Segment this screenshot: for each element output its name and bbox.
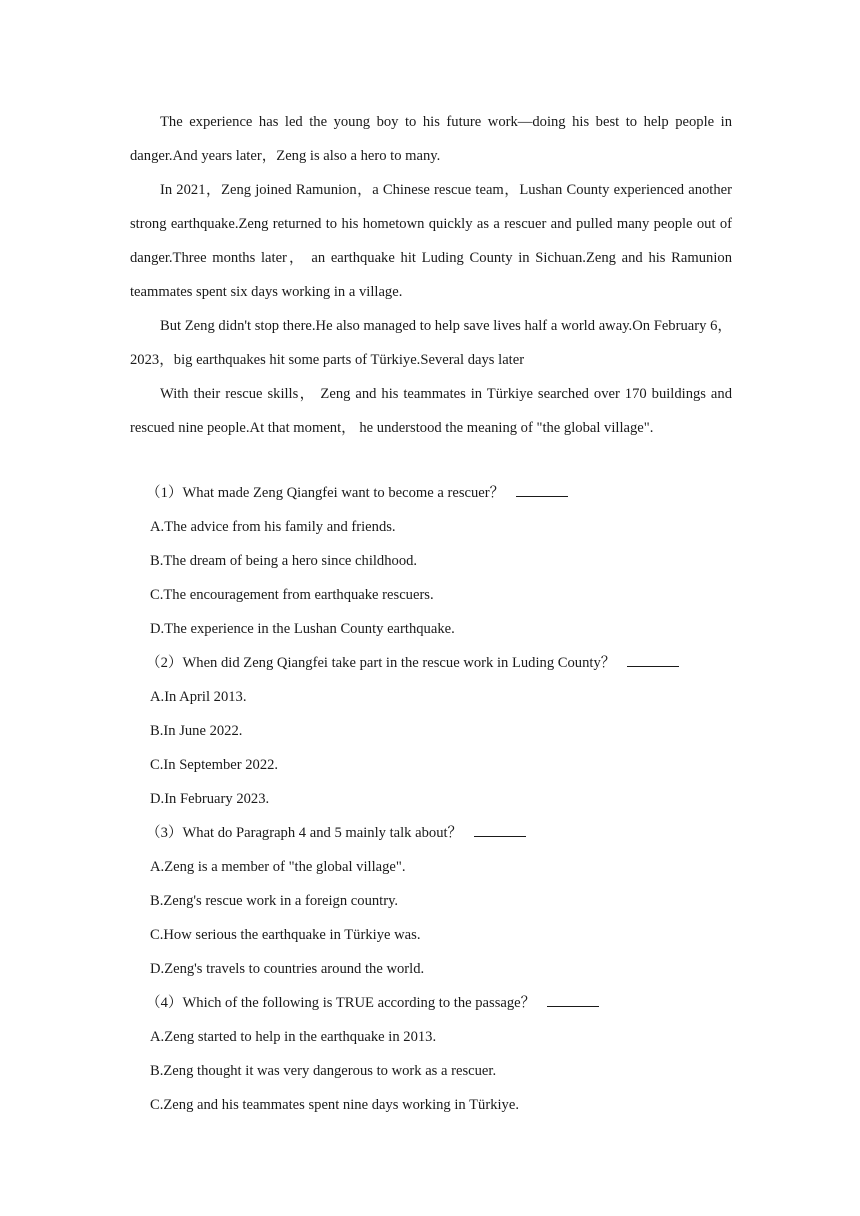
question-stem: [146, 476, 740, 510]
answer-blank[interactable]: [516, 495, 568, 497]
question-number: （4）: [146, 995, 183, 1011]
question-text: When did Zeng Qiangfei take part in the rescue work in Luding County？: [182, 655, 616, 671]
passage-paragraph: But Zeng didn't stop there.He also managed to help save lives half a world away.On February 6，2023，big earthquakes hit some parts of Türkiye.Several days later: [130, 318, 732, 368]
option-c: C.In September 2022.: [150, 757, 279, 773]
passage-paragraph: With their rescue skills， Zeng and his teammates in Türkiye searched over 170 buildings and rescued nine people.At that moment， he understood the meaning of "the global village".: [130, 386, 732, 436]
question-4: [146, 986, 740, 1122]
question-text: What made Zeng Qiangfei want to become a rescuer？: [182, 485, 505, 501]
question-stem: [146, 646, 740, 680]
answer-blank[interactable]: [474, 835, 526, 837]
question-stem: [146, 816, 740, 850]
passage-paragraph: The experience has led the young boy to his future work—doing his best to help people in danger.And years later，Zeng is also a hero to many.: [130, 114, 732, 164]
option-b: B.Zeng's rescue work in a foreign country.: [150, 893, 399, 909]
answer-blank[interactable]: [627, 665, 679, 667]
option-d: D.In February 2023.: [150, 791, 270, 807]
option-a: A.Zeng started to help in the earthquake in 2013.: [150, 1029, 437, 1045]
option-c: C.How serious the earthquake in Türkiye was.: [150, 927, 421, 943]
question-1: [146, 476, 740, 646]
reading-passage: [130, 105, 732, 445]
question-text: What do Paragraph 4 and 5 mainly talk about？: [182, 825, 463, 841]
option-d: D.The experience in the Lushan County earthquake.: [150, 621, 455, 637]
question-number: （2）: [146, 655, 183, 671]
option-a: A.Zeng is a member of "the global village".: [150, 859, 406, 875]
option-c: C.Zeng and his teammates spent nine days working in Türkiye.: [150, 1097, 519, 1113]
question-3: [146, 816, 740, 986]
question-number: （1）: [146, 485, 183, 501]
question-text: Which of the following is TRUE according to the passage？: [182, 995, 536, 1011]
question-stem: [146, 986, 740, 1020]
option-b: B.In June 2022.: [150, 723, 243, 739]
passage-paragraph: In 2021，Zeng joined Ramunion，a Chinese rescue team，Lushan County experienced another strong earthquake.Zeng returned to his hometown quickly as a rescuer and pulled many people out of danger.Three months later， an earthquake hit Luding County in Sichuan.Zeng and his Ramunion teammates spent six days working in a village.: [130, 182, 732, 300]
question-list: [146, 476, 740, 1122]
question-number: （3）: [146, 825, 183, 841]
option-a: A.The advice from his family and friends.: [150, 519, 396, 535]
option-a: A.In April 2013.: [150, 689, 247, 705]
option-b: B.Zeng thought it was very dangerous to work as a rescuer.: [150, 1063, 497, 1079]
question-2: [146, 646, 740, 816]
option-b: B.The dream of being a hero since childhood.: [150, 553, 418, 569]
option-d: D.Zeng's travels to countries around the world.: [150, 961, 425, 977]
option-c: C.The encouragement from earthquake rescuers.: [150, 587, 434, 603]
answer-blank[interactable]: [547, 1005, 599, 1007]
